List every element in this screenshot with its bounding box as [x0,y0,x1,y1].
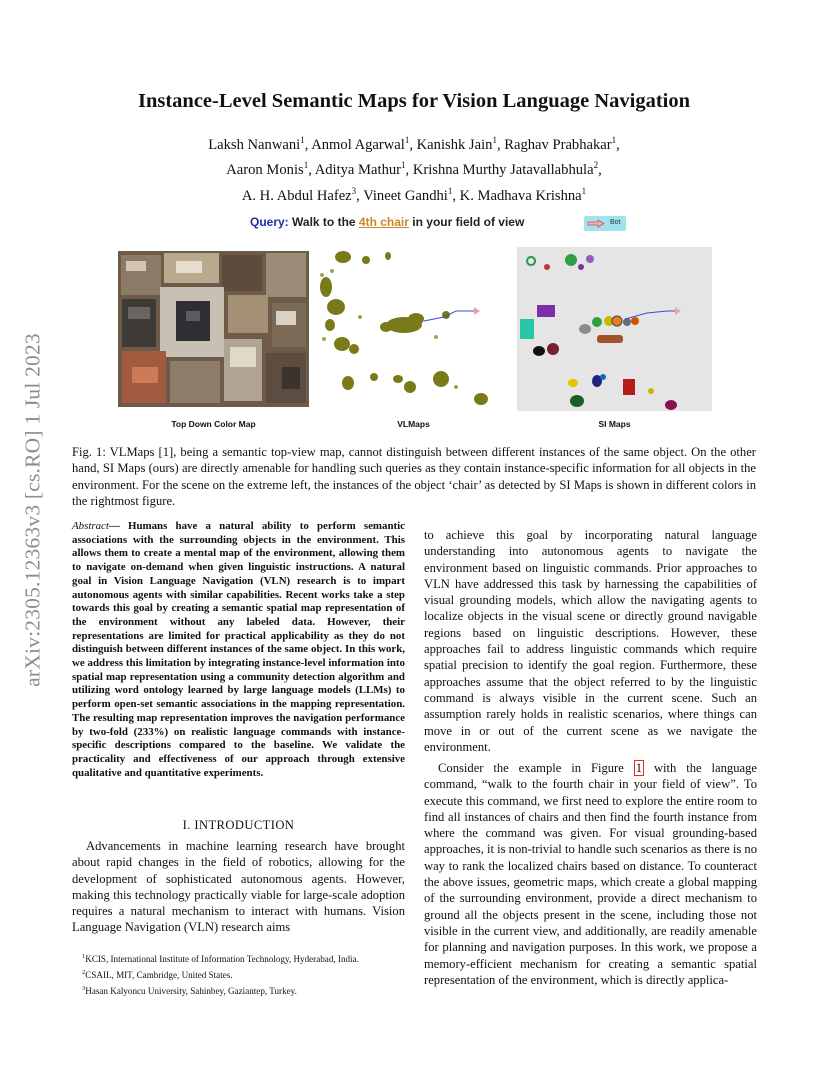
right-paragraph-1: to achieve this goal by incorporating natural language understanding into autonomous agents to navigate the environment based on linguistic commands. Prior approaches to VLN have addressed this task by harnessing the capabilities of visual grounding models, which allow the navigating agents to localize objects in the visual scene or directly ground navigable regions based on linguistic descriptions. However, these approaches fail to address linguistic commands which require spatial precision to identify the goal region. Furthermore, these approaches assume that the object referred to by the linguistic command is always visible in the current scene. Such an assumption rarely holds in realistic scenarios, where things can move in or out of the current scene as we navigate the environment. [424,528,757,754]
author-name: Kanishk Jain [416,136,493,153]
footnote [72,967,405,981]
author-name: Laksh Nanwani [208,136,301,153]
paragraph-text: Consider the example in Figure [438,761,634,775]
section-heading: I. INTRODUCTION [182,818,295,832]
author-separator: , [405,162,413,179]
paper-title: Instance-Level Semantic Maps for Vision Language Navigation [138,90,690,112]
author-line [110,181,718,206]
bot-legend [584,216,626,231]
figure-query [250,215,524,229]
abstract-label: Abstract [72,520,109,532]
bot-label: Bot [610,219,621,226]
author-separator: , [409,136,417,153]
footnote-mark: 3 [82,985,86,993]
author-line [110,155,718,180]
affiliation-mark: 1 [581,185,587,196]
figure-reference-link[interactable]: 1 [635,761,643,775]
query-text: Walk to the [288,215,359,229]
author-list [110,130,718,206]
author-name: Vineet Gandhi [363,187,448,204]
intro-paragraph: Advancements in machine learning research have brought about rapid changes in the field of robotics, allowing for the development of sophisticated autonomous agents. However, making this technology practically viable for large-scale adoption requires a natural mechanism to interact with humans. Vision Language Navigation (VLN) research aims [72,839,405,935]
author-name: Raghav Prabhakar [504,136,612,153]
author-name: A. H. Abdul Hafez [241,187,352,204]
query-highlight: 4th chair [358,215,409,229]
author-name: Aditya Mathur [314,162,402,179]
affiliation-mark: 1 [447,185,453,196]
query-label: Query: [250,215,289,229]
footnote-text: Hasan Kalyoncu University, Sahinbey, Gaziantep, Turkey. [85,986,297,997]
author-separator: , [616,136,620,153]
footnote-text: CSAIL, MIT, Cambridge, United States. [85,970,233,981]
author-name: Krishna Murthy Jatavallabhula [412,162,594,179]
abstract [72,520,405,780]
footnote [72,951,405,965]
author-separator: , [452,187,460,204]
affiliation-mark: 3 [351,185,357,196]
arxiv-identifier: arXiv:2305.12363v3 [cs.RO] 1 Jul 2023 [20,333,45,687]
footnote-mark: 1 [82,953,86,960]
affiliation-mark: 1 [401,160,406,171]
panel-label-color-map: Top Down Color Map [171,419,256,429]
author-name: K. Madhava Krishna [459,187,582,204]
affiliation-mark: 1 [492,135,497,145]
affiliation-mark: 1 [300,135,305,145]
footnotes [72,951,405,999]
author-separator: , [304,136,312,153]
footnote-mark: 2 [82,969,86,977]
arrow-icon [587,219,605,228]
panel-label-vlmaps: VLMaps [397,419,430,429]
author-separator: , [598,162,602,179]
author-line [110,130,718,155]
affiliation-mark: 2 [593,160,599,171]
affiliation-mark: 1 [611,135,617,145]
author-separator: , [496,136,505,153]
affiliation-mark: 1 [404,135,410,145]
top-down-color-map-image [116,247,311,411]
footnote [72,983,405,997]
figure-caption: Fig. 1: VLMaps [1], being a semantic top-view map, cannot distinguish between different instances of the same object. On the other hand, SI Maps (ours) are directly amenable for handling such queries as they contain instance-specific information for all objects in the environment. For the scene on the extreme left, the instances of the object ‘chair’ as detected by SI Maps is shown in different colors in the rightmost figure. [72,445,756,508]
author-name: Anmol Agarwal [311,136,405,153]
author-name: Aaron Monis [226,162,304,179]
right-paragraph-2 [424,760,757,988]
panel-label-si-maps: SI Maps [598,419,631,429]
affiliation-mark: 1 [303,160,309,171]
author-separator: , [356,187,364,204]
abstract-text: — Humans have a natural ability to perform semantic associations with the surrounding objects in the environment. This allows them to create a mental map of the environment, allowing them to navigate on-demand when given linguistic instructions. A natural goal in Vision Language Navigation (VLN) research is to impart autonomous agents with similar capabilities. Recent works take a step towards this goal by creating a semantic spatial map representation of the environment without any labeled data. However, their representations are limited for practical applicability as they do not distinguish between different instances of the same object. In this work, we address this limitation by integrating instance-level information into spatial map representation using a community detection algorithm and utilizing word ontology learned by large language models (LLMs) to perform open-set semantic associations in the mapping representation. The resulting map representation improves the navigation performance by two-fold (233%) on realistic language commands with instance-specific descriptions compared to the baseline. We validate the practicality and effectiveness of our approach through extensive qualitative and quantitative experiments. [72,520,405,779]
vlmaps-image [316,247,511,411]
paragraph-text: with the language command, “walk to the fourth chair in your field of view”. To execute this command, we first need to explore the entire room to find all instances of chairs and then find the fourth instance from where the command was given. For visual grounding-based approaches, it is non-trivial to handle such scenarios as there is no way to rank the localized chairs based on distance. To counteract the above issues, geometric maps, which create a global mapping of the surrounding environment, provide a direct mechanism to ground all the objects present in the scene, including those not visible in the current view, and additionally, are readily amenable for planning and navigation purposes. In this work, we propose a memory-efficient mechanism for creating a semantic spatial representation of the environment, which is directly applica- [424,761,757,987]
footnote-text: KCIS, International Institute of Information Technology, Hyderabad, India. [85,954,359,965]
si-maps-image [517,247,712,411]
author-separator: , [308,162,315,179]
query-text-end: in your field of view [408,215,525,229]
